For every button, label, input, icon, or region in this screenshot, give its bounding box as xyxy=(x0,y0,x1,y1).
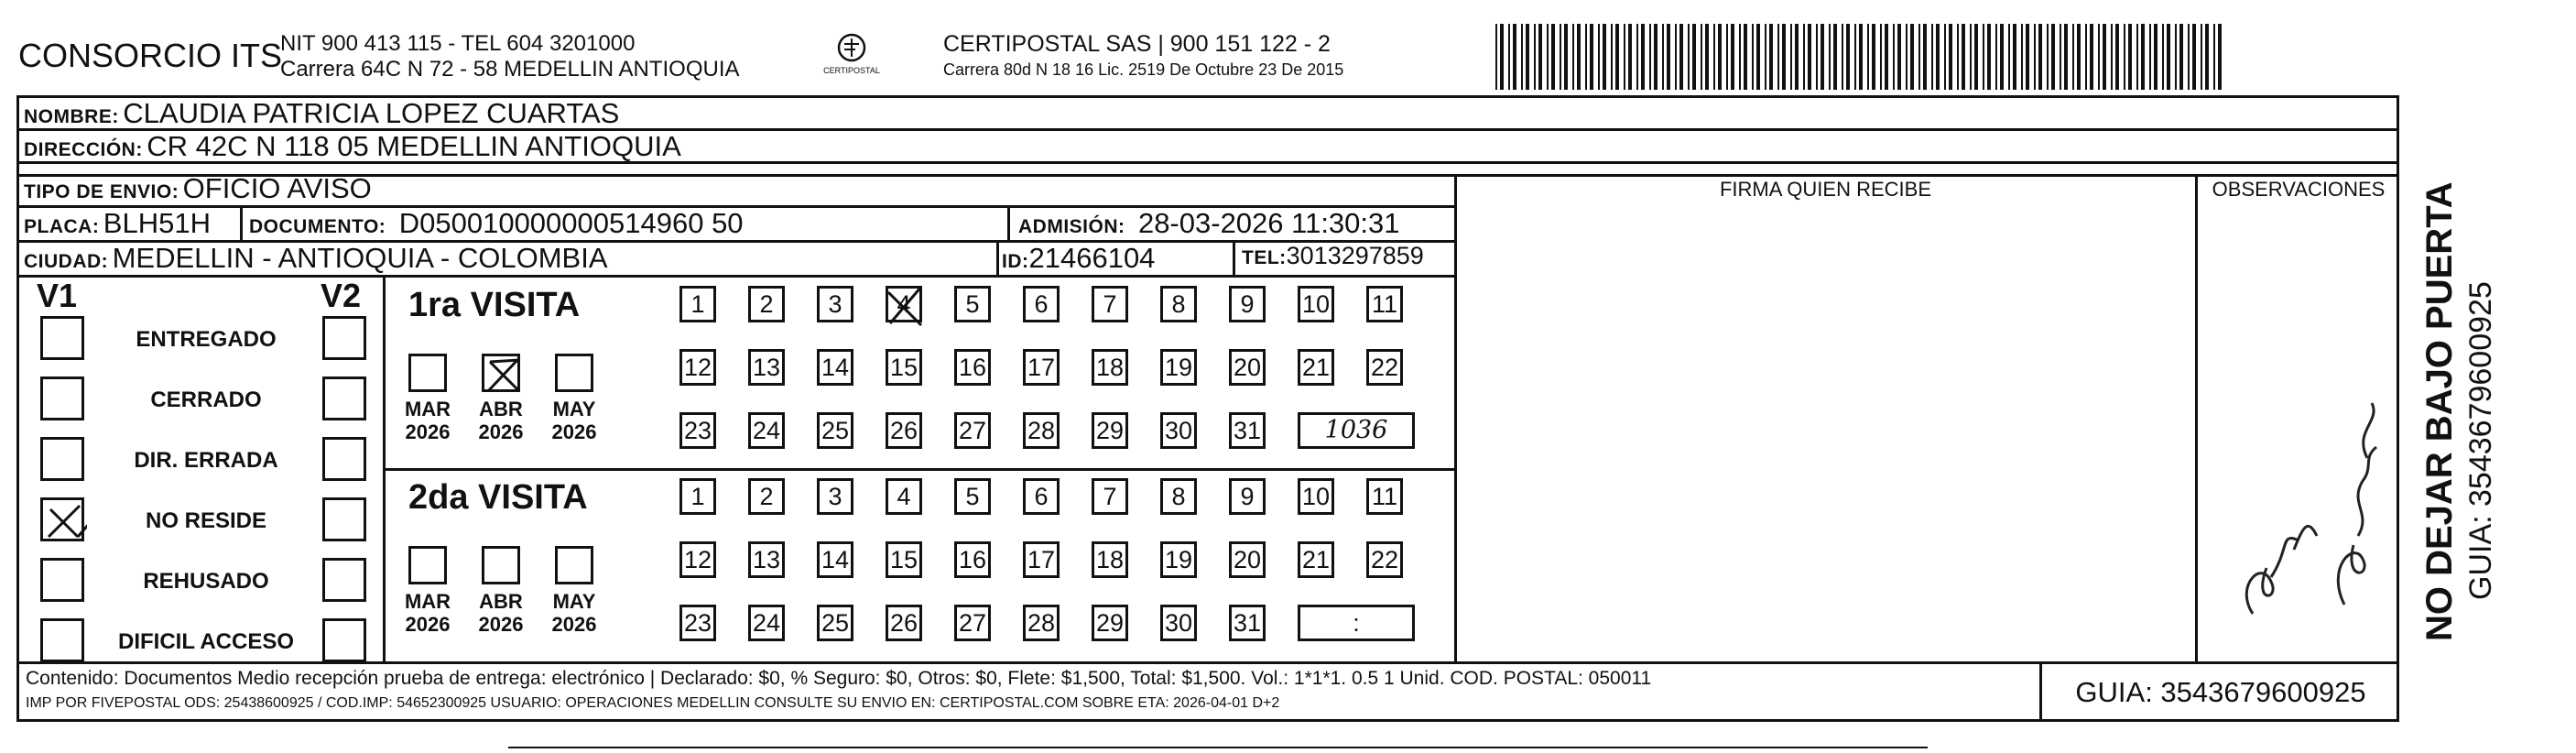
month-checkbox-abr[interactable] xyxy=(482,354,520,392)
v2-checkbox-cerrado[interactable] xyxy=(322,376,366,420)
day-box[interactable]: 14 xyxy=(817,349,853,386)
tel-label: TEL: xyxy=(1242,247,1287,268)
month-year: 2026 xyxy=(478,613,524,637)
month-year: 2026 xyxy=(551,420,597,444)
day-box[interactable]: 1 xyxy=(679,286,716,322)
day-box[interactable]: 7 xyxy=(1092,286,1128,322)
certipostal-logo xyxy=(815,31,888,82)
month-year: 2026 xyxy=(405,420,451,444)
day-box[interactable]: 17 xyxy=(1023,541,1060,578)
day-box[interactable]: 23 xyxy=(679,605,716,641)
nombre-label: NOMBRE: xyxy=(24,106,119,127)
v1-checkbox-cerrado[interactable] xyxy=(40,376,84,420)
observaciones-header: OBSERVACIONES xyxy=(2212,178,2386,201)
day-box[interactable]: 21 xyxy=(1298,349,1334,386)
day-box[interactable]: 2 xyxy=(748,478,785,515)
time-box[interactable]: : xyxy=(1298,605,1415,641)
tel-cell xyxy=(1242,244,1424,268)
day-box[interactable]: 18 xyxy=(1092,541,1128,578)
month-name: ABR xyxy=(479,398,523,420)
month-checkbox-may[interactable] xyxy=(555,546,593,584)
day-box[interactable]: 28 xyxy=(1023,605,1060,641)
month-label-may xyxy=(542,398,606,444)
day-box[interactable]: 19 xyxy=(1160,541,1197,578)
direccion-label: DIRECCIÓN: xyxy=(24,139,143,160)
day-box[interactable]: 15 xyxy=(886,349,922,386)
day-box[interactable]: 26 xyxy=(886,605,922,641)
month-label-abr xyxy=(469,398,533,444)
day-box[interactable]: 22 xyxy=(1366,541,1403,578)
month-name: MAR xyxy=(404,398,451,420)
no-dejar-text: NO DEJAR BAJO PUERTA xyxy=(2419,181,2460,641)
v1-checkbox-dificil-acceso[interactable] xyxy=(40,618,84,662)
day-box[interactable]: 29 xyxy=(1092,412,1128,449)
day-box[interactable]: 20 xyxy=(1229,541,1266,578)
day-box[interactable]: 13 xyxy=(748,541,785,578)
day-box[interactable]: 21 xyxy=(1298,541,1334,578)
day-box[interactable]: 28 xyxy=(1023,412,1060,449)
day-box[interactable]: 22 xyxy=(1366,349,1403,386)
nombre-value: CLAUDIA PATRICIA LOPEZ CUARTAS xyxy=(123,97,620,129)
placa-label: PLACA: xyxy=(24,216,100,237)
nit-line: NIT 900 413 115 - TEL 604 3201000 xyxy=(280,31,636,56)
barcode xyxy=(1495,24,2223,90)
id-value: 21466104 xyxy=(1028,242,1156,274)
day-box[interactable]: 8 xyxy=(1160,478,1197,515)
status-label: DIFICIL ACCESO xyxy=(117,629,294,654)
month-name: MAY xyxy=(552,590,596,613)
month-year: 2026 xyxy=(478,420,524,444)
status-label: ENTREGADO xyxy=(136,327,277,352)
day-box[interactable]: 14 xyxy=(817,541,853,578)
v2-label: V2 xyxy=(321,277,362,314)
time-box[interactable]: 1036 xyxy=(1298,412,1415,449)
month-checkbox-abr[interactable] xyxy=(482,546,520,584)
tipo-value: OFICIO AVISO xyxy=(182,172,372,204)
day-box[interactable]: 30 xyxy=(1160,412,1197,449)
v2-checkbox-dificil-acceso[interactable] xyxy=(322,618,366,662)
v1-checkbox-rehusado[interactable] xyxy=(40,558,84,602)
placa-cell xyxy=(24,209,211,237)
status-label: NO RESIDE xyxy=(145,508,267,533)
month-label-may xyxy=(542,590,606,637)
footer-guia: GUIA: 3543679600925 xyxy=(2075,676,2366,708)
fold-line xyxy=(508,747,1928,748)
day-box[interactable]: 27 xyxy=(954,412,991,449)
side-guia-text: GUIA: 3543679600925 xyxy=(2463,281,2498,600)
day-box[interactable]: 25 xyxy=(817,605,853,641)
status-label: DIR. ERRADA xyxy=(134,448,278,473)
day-box[interactable]: 16 xyxy=(954,349,991,386)
month-checkbox-may[interactable] xyxy=(555,354,593,392)
documento-label: DOCUMENTO: xyxy=(249,216,386,237)
day-box[interactable]: 9 xyxy=(1229,478,1266,515)
day-box[interactable]: 7 xyxy=(1092,478,1128,515)
day-box[interactable]: 29 xyxy=(1092,605,1128,641)
day-box[interactable]: 20 xyxy=(1229,349,1266,386)
id-label: ID: xyxy=(1002,251,1029,272)
v2-checkbox-rehusado[interactable] xyxy=(322,558,366,602)
direccion-row xyxy=(24,132,681,160)
v1-checkbox-no-reside[interactable] xyxy=(40,497,84,541)
second-visit-title: 2da VISITA xyxy=(408,478,588,517)
day-box[interactable]: 11 xyxy=(1366,286,1403,322)
day-box[interactable]: 12 xyxy=(679,349,716,386)
firma-header: FIRMA QUIEN RECIBE xyxy=(1719,178,1932,201)
footer-imp: IMP POR FIVEPOSTAL ODS: 25438600925 / COD.IMP: 54652300925 USUARIO: OPERACIONES MEDELLIN CONSULTE SU ENVIO EN: CERTIPOSTAL.COM SOBRE ETA: 2026-04-01 D+2 xyxy=(26,695,1280,711)
day-box[interactable]: 8 xyxy=(1160,286,1197,322)
status-label: REHUSADO xyxy=(143,569,269,594)
day-box[interactable]: 23 xyxy=(679,412,716,449)
day-box[interactable]: 30 xyxy=(1160,605,1197,641)
day-box[interactable]: 3 xyxy=(817,478,853,515)
day-box[interactable]: 24 xyxy=(748,605,785,641)
day-box[interactable]: 10 xyxy=(1298,286,1334,322)
v1-label: V1 xyxy=(37,277,78,314)
ciudad-value: MEDELLIN - ANTIOQUIA - COLOMBIA xyxy=(112,242,608,274)
day-box[interactable]: 5 xyxy=(954,478,991,515)
day-box[interactable]: 13 xyxy=(748,349,785,386)
day-box[interactable]: 26 xyxy=(886,412,922,449)
v2-checkbox-dir-errada[interactable] xyxy=(322,437,366,481)
day-box[interactable]: 4 xyxy=(886,478,922,515)
v2-checkbox-entregado[interactable] xyxy=(322,316,366,360)
logo-text: CERTIPOSTAL xyxy=(823,66,880,75)
ciudad-cell xyxy=(24,244,608,272)
direccion-value: CR 42C N 118 05 MEDELLIN ANTIOQUIA xyxy=(147,130,681,162)
day-box[interactable]: 15 xyxy=(886,541,922,578)
company-name: CONSORCIO ITS xyxy=(18,37,283,74)
month-year: 2026 xyxy=(551,613,597,637)
month-checkbox-mar[interactable] xyxy=(408,546,447,584)
certipostal-sub: Carrera 80d N 18 16 Lic. 2519 De Octubre 23 De 2015 xyxy=(943,60,1344,79)
month-checkbox-mar[interactable] xyxy=(408,354,447,392)
admision-cell xyxy=(1018,209,1400,237)
day-box[interactable]: 10 xyxy=(1298,478,1334,515)
month-label-mar xyxy=(396,590,460,637)
admision-label: ADMISIÓN: xyxy=(1018,216,1125,237)
tel-value: 3013297859 xyxy=(1286,242,1424,269)
documento-value: D050010000000514960 50 xyxy=(398,207,744,239)
day-box[interactable]: 25 xyxy=(817,412,853,449)
month-label-abr xyxy=(469,590,533,637)
v2-checkbox-no-reside[interactable] xyxy=(322,497,366,541)
documento-cell xyxy=(249,209,744,237)
day-box[interactable]: 19 xyxy=(1160,349,1197,386)
day-box[interactable]: 17 xyxy=(1023,349,1060,386)
day-box[interactable]: 2 xyxy=(748,286,785,322)
day-box[interactable]: 27 xyxy=(954,605,991,641)
month-name: ABR xyxy=(479,590,523,613)
day-box[interactable]: 16 xyxy=(954,541,991,578)
day-box[interactable]: 6 xyxy=(1023,478,1060,515)
v1-checkbox-entregado[interactable] xyxy=(40,316,84,360)
v1-checkbox-dir-errada[interactable] xyxy=(40,437,84,481)
day-box[interactable]: 9 xyxy=(1229,286,1266,322)
certipostal-title: CERTIPOSTAL SAS | 900 151 122 - 2 xyxy=(943,31,1331,57)
admision-value: 28-03-2026 11:30:31 xyxy=(1137,207,1400,239)
month-name: MAY xyxy=(552,398,596,420)
status-label: CERRADO xyxy=(150,387,262,412)
first-visit-title: 1ra VISITA xyxy=(408,286,581,324)
handwritten-signature xyxy=(2216,330,2399,632)
day-box[interactable]: 5 xyxy=(954,286,991,322)
month-year: 2026 xyxy=(405,613,451,637)
day-box[interactable]: 11 xyxy=(1366,478,1403,515)
tipo-label: TIPO DE ENVIO: xyxy=(24,181,179,202)
day-box[interactable]: 4 xyxy=(886,286,922,322)
day-box[interactable]: 1 xyxy=(679,478,716,515)
id-cell xyxy=(1002,244,1155,272)
tipo-row xyxy=(24,174,372,202)
day-box[interactable]: 3 xyxy=(817,286,853,322)
placa-value: BLH51H xyxy=(103,207,211,239)
month-name: MAR xyxy=(404,590,451,613)
day-box[interactable]: 6 xyxy=(1023,286,1060,322)
ciudad-label: CIUDAD: xyxy=(24,251,109,272)
day-box[interactable]: 24 xyxy=(748,412,785,449)
day-box[interactable]: 18 xyxy=(1092,349,1128,386)
day-box[interactable]: 31 xyxy=(1229,412,1266,449)
month-label-mar xyxy=(396,398,460,444)
nombre-row xyxy=(24,99,619,127)
day-box[interactable]: 12 xyxy=(679,541,716,578)
address-line: Carrera 64C N 72 - 58 MEDELLIN ANTIOQUIA xyxy=(280,57,740,82)
footer-contenido: Contenido: Documentos Medio recepción prueba de entrega: electrónico | Declarado: $0, % Seguro: $0, Otros: $0, Flete: $1,500, Total: $1,500. Vol.: 1*1*1. 0.5 1 Unid. COD. POSTAL: 050011 xyxy=(26,668,1652,689)
day-box[interactable]: 31 xyxy=(1229,605,1266,641)
